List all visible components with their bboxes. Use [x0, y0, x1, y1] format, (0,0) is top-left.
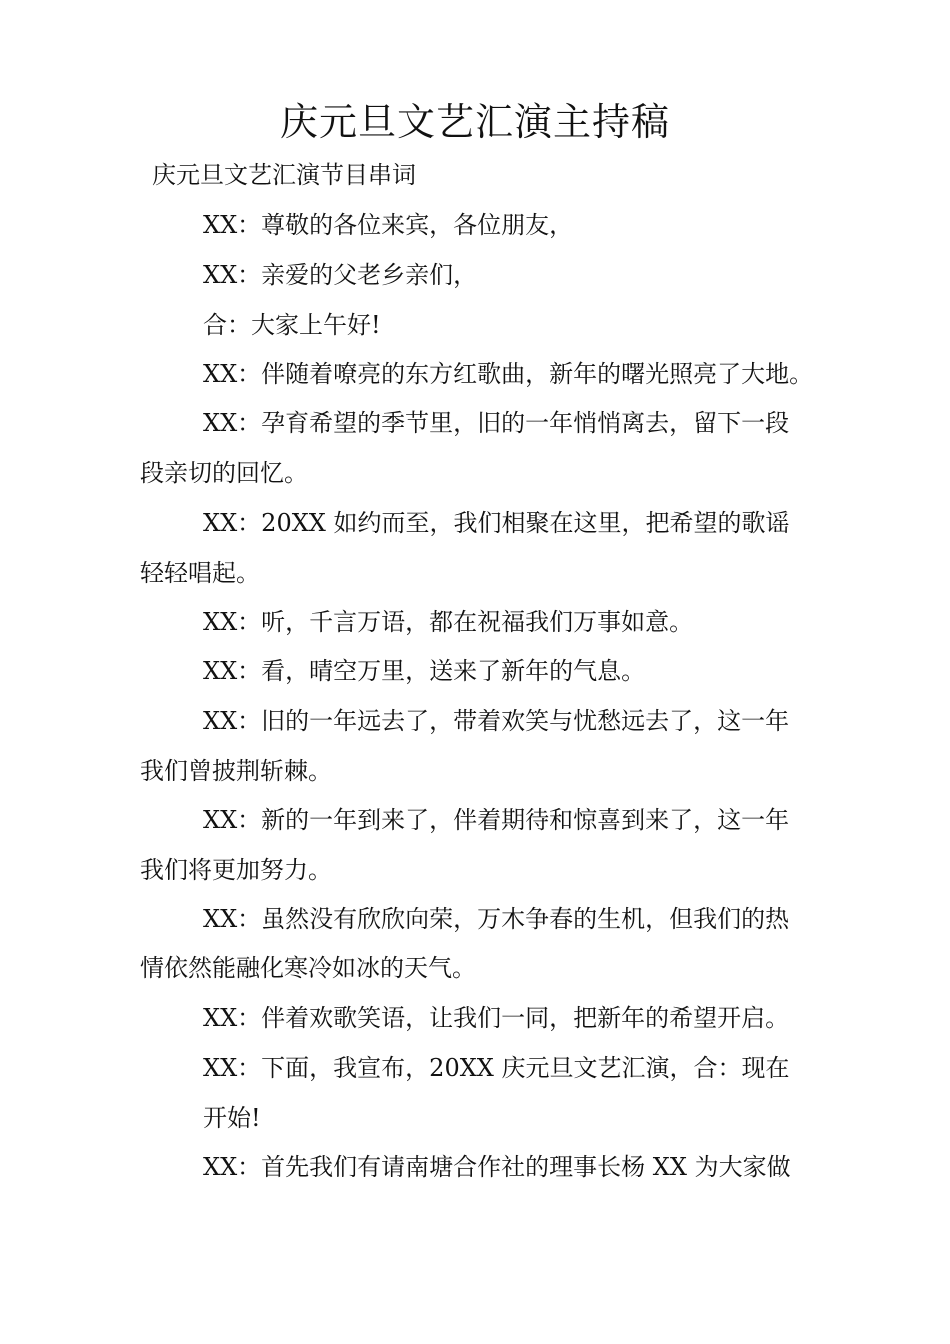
- text-line: XX：首先我们有请南塘合作社的理事长杨 XX 为大家做: [203, 1153, 791, 1181]
- text-line: XX：虽然没有欣欣向荣，万木争春的生机，但我们的热: [203, 905, 790, 933]
- document-title: 庆元旦文艺汇演主持稿: [279, 100, 670, 144]
- text-line: XX：下面，我宣布，20XX 庆元旦文艺汇演，合：现在: [203, 1054, 790, 1082]
- text-line: 段亲切的回忆。: [140, 459, 308, 487]
- text-line: 我们将更加努力。: [140, 856, 332, 884]
- text-line: 开始!: [203, 1104, 261, 1132]
- text-line: XX：亲爱的父老乡亲们，: [203, 261, 478, 289]
- text-line: XX：伴着欢歌笑语，让我们一同，把新年的希望开启。: [203, 1004, 790, 1032]
- document-subtitle: 庆元旦文艺汇演节目串词: [152, 161, 416, 189]
- text-line: 情依然能融化寒冷如冰的天气。: [140, 954, 476, 982]
- text-line: XX：尊敬的各位来宾，各位朋友，: [203, 211, 574, 239]
- text-line: XX：孕育希望的季节里，旧的一年悄悄离去，留下一段: [203, 409, 790, 437]
- text-line: XX：听，千言万语，都在祝福我们万事如意。: [203, 608, 694, 636]
- text-line: XX：看，晴空万里，送来了新年的气息。: [203, 657, 646, 685]
- text-line: XX：旧的一年远去了，带着欢笑与忧愁远去了，这一年: [203, 707, 790, 735]
- text-line: XX：20XX 如约而至，我们相聚在这里，把希望的歌谣: [203, 509, 790, 537]
- text-line: 我们曾披荆斩棘。: [140, 757, 332, 785]
- text-line: 轻轻唱起。: [140, 559, 260, 587]
- text-line: 合：大家上午好!: [203, 311, 381, 339]
- text-line: XX：新的一年到来了，伴着期待和惊喜到来了，这一年: [203, 806, 790, 834]
- text-line: XX：伴随着嘹亮的东方红歌曲，新年的曙光照亮了大地。: [203, 360, 814, 388]
